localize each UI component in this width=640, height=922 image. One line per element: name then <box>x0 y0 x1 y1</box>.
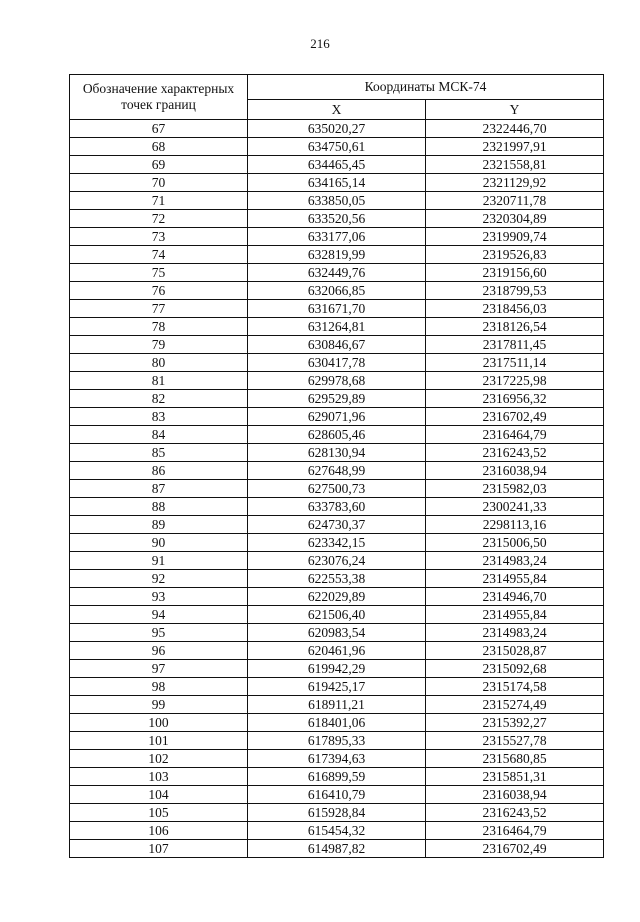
table-row <box>70 426 604 444</box>
x-coordinate-cell: 634465,45 <box>248 156 426 174</box>
point-id-cell: 74 <box>70 246 248 264</box>
y-coordinate-cell: 2315392,27 <box>426 714 604 732</box>
point-id-cell: 96 <box>70 642 248 660</box>
x-coordinate-cell: 615928,84 <box>248 804 426 822</box>
y-coordinate-cell: 2316702,49 <box>426 408 604 426</box>
header-row-1 <box>70 75 604 100</box>
table-row <box>70 822 604 840</box>
point-id-cell: 92 <box>70 570 248 588</box>
point-id-cell: 81 <box>70 372 248 390</box>
y-coordinate-cell: 2316038,94 <box>426 462 604 480</box>
point-id-cell: 89 <box>70 516 248 534</box>
table-row <box>70 228 604 246</box>
point-id-cell: 90 <box>70 534 248 552</box>
y-coordinate-cell: 2317225,98 <box>426 372 604 390</box>
table-row <box>70 714 604 732</box>
y-coordinate-cell: 2320304,89 <box>426 210 604 228</box>
x-coordinate-cell: 631264,81 <box>248 318 426 336</box>
x-coordinate-cell: 618401,06 <box>248 714 426 732</box>
table-row <box>70 246 604 264</box>
point-id-cell: 71 <box>70 192 248 210</box>
point-id-cell: 76 <box>70 282 248 300</box>
y-coordinate-cell: 2315028,87 <box>426 642 604 660</box>
point-id-cell: 82 <box>70 390 248 408</box>
table-row <box>70 336 604 354</box>
y-coordinate-cell: 2315274,49 <box>426 696 604 714</box>
table-row <box>70 156 604 174</box>
point-id-cell: 104 <box>70 786 248 804</box>
x-coordinate-cell: 615454,32 <box>248 822 426 840</box>
x-coordinate-cell: 632449,76 <box>248 264 426 282</box>
table-row <box>70 264 604 282</box>
y-coordinate-cell: 2314983,24 <box>426 624 604 642</box>
y-coordinate-cell: 2318126,54 <box>426 318 604 336</box>
y-coordinate-cell: 2315851,31 <box>426 768 604 786</box>
y-coordinate-cell: 2316956,32 <box>426 390 604 408</box>
table-row <box>70 642 604 660</box>
x-coordinate-cell: 622029,89 <box>248 588 426 606</box>
x-coordinate-cell: 614987,82 <box>248 840 426 858</box>
y-coordinate-cell: 2317511,14 <box>426 354 604 372</box>
table-row <box>70 372 604 390</box>
table-row <box>70 570 604 588</box>
table-row <box>70 210 604 228</box>
y-coordinate-cell: 2300241,33 <box>426 498 604 516</box>
table-row <box>70 750 604 768</box>
table-row <box>70 480 604 498</box>
table-row <box>70 840 604 858</box>
y-coordinate-cell: 2318456,03 <box>426 300 604 318</box>
x-coordinate-cell: 618911,21 <box>248 696 426 714</box>
point-id-cell: 101 <box>70 732 248 750</box>
y-coordinate-cell: 2315527,78 <box>426 732 604 750</box>
table-row <box>70 354 604 372</box>
y-coordinate-cell: 2316038,94 <box>426 786 604 804</box>
point-column-header: Обозначение характерных точек границ <box>70 75 248 120</box>
point-id-cell: 95 <box>70 624 248 642</box>
y-coordinate-cell: 2321558,81 <box>426 156 604 174</box>
y-coordinate-cell: 2314955,84 <box>426 606 604 624</box>
table-row <box>70 732 604 750</box>
point-id-cell: 99 <box>70 696 248 714</box>
table-row <box>70 408 604 426</box>
point-id-cell: 93 <box>70 588 248 606</box>
y-coordinate-cell: 2316464,79 <box>426 822 604 840</box>
x-coordinate-cell: 634750,61 <box>248 138 426 156</box>
x-coordinate-cell: 617895,33 <box>248 732 426 750</box>
x-coordinate-cell: 620461,96 <box>248 642 426 660</box>
y-coordinate-cell: 2317811,45 <box>426 336 604 354</box>
table-row <box>70 804 604 822</box>
point-id-cell: 77 <box>70 300 248 318</box>
point-id-cell: 73 <box>70 228 248 246</box>
table-row <box>70 678 604 696</box>
y-coordinate-cell: 2316702,49 <box>426 840 604 858</box>
x-coordinate-cell: 631671,70 <box>248 300 426 318</box>
y-coordinate-cell: 2316243,52 <box>426 804 604 822</box>
table-row <box>70 768 604 786</box>
point-id-cell: 79 <box>70 336 248 354</box>
y-coordinate-cell: 2315174,58 <box>426 678 604 696</box>
y-coordinate-cell: 2318799,53 <box>426 282 604 300</box>
table-row <box>70 282 604 300</box>
x-coordinate-cell: 621506,40 <box>248 606 426 624</box>
table-row <box>70 534 604 552</box>
table-body <box>70 120 604 858</box>
x-coordinate-cell: 630417,78 <box>248 354 426 372</box>
x-coordinate-cell: 634165,14 <box>248 174 426 192</box>
point-id-cell: 67 <box>70 120 248 138</box>
point-id-cell: 75 <box>70 264 248 282</box>
x-coordinate-cell: 632066,85 <box>248 282 426 300</box>
point-id-cell: 83 <box>70 408 248 426</box>
x-coordinate-cell: 616410,79 <box>248 786 426 804</box>
x-coordinate-cell: 617394,63 <box>248 750 426 768</box>
point-id-cell: 87 <box>70 480 248 498</box>
point-id-cell: 80 <box>70 354 248 372</box>
x-coordinate-cell: 635020,27 <box>248 120 426 138</box>
point-id-cell: 86 <box>70 462 248 480</box>
point-id-cell: 100 <box>70 714 248 732</box>
table-row <box>70 318 604 336</box>
table-row <box>70 588 604 606</box>
point-id-cell: 103 <box>70 768 248 786</box>
table-row <box>70 786 604 804</box>
point-id-cell: 78 <box>70 318 248 336</box>
x-coordinate-cell: 624730,37 <box>248 516 426 534</box>
y-coordinate-cell: 2319909,74 <box>426 228 604 246</box>
point-id-cell: 107 <box>70 840 248 858</box>
point-id-cell: 69 <box>70 156 248 174</box>
x-coordinate-cell: 633850,05 <box>248 192 426 210</box>
x-coordinate-cell: 623076,24 <box>248 552 426 570</box>
point-id-cell: 68 <box>70 138 248 156</box>
x-coordinate-cell: 620983,54 <box>248 624 426 642</box>
y-coordinate-cell: 2315982,03 <box>426 480 604 498</box>
x-coordinate-cell: 632819,99 <box>248 246 426 264</box>
table-row <box>70 498 604 516</box>
x-coordinate-cell: 627500,73 <box>248 480 426 498</box>
table-row <box>70 390 604 408</box>
x-coordinate-cell: 628130,94 <box>248 444 426 462</box>
point-id-cell: 85 <box>70 444 248 462</box>
table-row <box>70 444 604 462</box>
page-number: 216 <box>310 36 330 51</box>
x-coordinate-cell: 619425,17 <box>248 678 426 696</box>
x-coordinate-cell: 633177,06 <box>248 228 426 246</box>
x-coordinate-cell: 630846,67 <box>248 336 426 354</box>
y-coordinate-cell: 2319526,83 <box>426 246 604 264</box>
point-id-cell: 105 <box>70 804 248 822</box>
table-row <box>70 606 604 624</box>
table-row <box>70 174 604 192</box>
point-id-cell: 91 <box>70 552 248 570</box>
point-id-cell: 97 <box>70 660 248 678</box>
table-row <box>70 624 604 642</box>
x-coordinate-cell: 633520,56 <box>248 210 426 228</box>
table-row <box>70 300 604 318</box>
table-row <box>70 120 604 138</box>
x-coordinate-cell: 633783,60 <box>248 498 426 516</box>
y-coordinate-cell: 2315006,50 <box>426 534 604 552</box>
point-id-cell: 106 <box>70 822 248 840</box>
point-id-cell: 72 <box>70 210 248 228</box>
y-column-header: Y <box>426 100 604 120</box>
point-id-cell: 84 <box>70 426 248 444</box>
coordinates-table <box>69 74 604 858</box>
point-id-cell: 94 <box>70 606 248 624</box>
y-coordinate-cell: 2322446,70 <box>426 120 604 138</box>
x-coordinate-cell: 616899,59 <box>248 768 426 786</box>
table-row <box>70 660 604 678</box>
table-row <box>70 138 604 156</box>
y-coordinate-cell: 2321997,91 <box>426 138 604 156</box>
y-coordinate-cell: 2315680,85 <box>426 750 604 768</box>
x-coordinate-cell: 619942,29 <box>248 660 426 678</box>
table-row <box>70 696 604 714</box>
table-row <box>70 462 604 480</box>
point-id-cell: 98 <box>70 678 248 696</box>
y-coordinate-cell: 2314955,84 <box>426 570 604 588</box>
x-coordinate-cell: 629071,96 <box>248 408 426 426</box>
y-coordinate-cell: 2316243,52 <box>426 444 604 462</box>
y-coordinate-cell: 2298113,16 <box>426 516 604 534</box>
y-coordinate-cell: 2314946,70 <box>426 588 604 606</box>
x-coordinate-cell: 629978,68 <box>248 372 426 390</box>
point-id-cell: 88 <box>70 498 248 516</box>
y-coordinate-cell: 2320711,78 <box>426 192 604 210</box>
point-id-cell: 70 <box>70 174 248 192</box>
x-coordinate-cell: 628605,46 <box>248 426 426 444</box>
y-coordinate-cell: 2321129,92 <box>426 174 604 192</box>
point-id-cell: 102 <box>70 750 248 768</box>
x-column-header: X <box>248 100 426 120</box>
table-row <box>70 552 604 570</box>
x-coordinate-cell: 627648,99 <box>248 462 426 480</box>
coordinates-group-header: Координаты МСК-74 <box>248 75 604 100</box>
x-coordinate-cell: 629529,89 <box>248 390 426 408</box>
x-coordinate-cell: 623342,15 <box>248 534 426 552</box>
y-coordinate-cell: 2314983,24 <box>426 552 604 570</box>
y-coordinate-cell: 2319156,60 <box>426 264 604 282</box>
table-row <box>70 516 604 534</box>
y-coordinate-cell: 2316464,79 <box>426 426 604 444</box>
x-coordinate-cell: 622553,38 <box>248 570 426 588</box>
table-header <box>70 75 604 120</box>
table-row <box>70 192 604 210</box>
y-coordinate-cell: 2315092,68 <box>426 660 604 678</box>
